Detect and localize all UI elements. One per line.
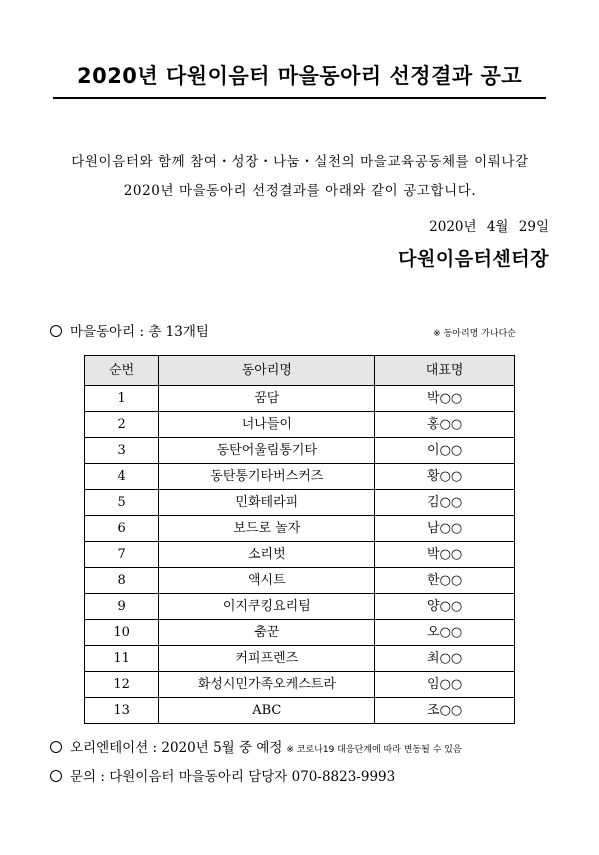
row-number: 12 (85, 672, 159, 698)
intro-paragraph (30, 148, 570, 206)
header-club-name: 동아리명 (159, 356, 375, 386)
row-number: 2 (85, 412, 159, 438)
row-representative: 김○○ (375, 490, 515, 516)
page-title: 2020년 다원이음터 마을동아리 선정결과 공고 (76, 64, 523, 88)
row-number: 9 (85, 594, 159, 620)
row-number: 10 (85, 620, 159, 646)
row-club-name: 동탄어울림통기타 (159, 438, 375, 464)
row-representative: 양○○ (375, 594, 515, 620)
row-number: 11 (85, 646, 159, 672)
row-representative: 임○○ (375, 672, 515, 698)
row-representative: 박○○ (375, 542, 515, 568)
table-row (85, 438, 515, 464)
row-club-name: 소리벗 (159, 542, 375, 568)
intro-line-1: 다원이음터와 함께 참여・성장・나눔・실천의 마을교육공동체를 이뤄나갈 (71, 154, 529, 170)
circle-bullet-icon (50, 741, 62, 753)
contact-line (50, 767, 395, 787)
title-underline (53, 97, 546, 99)
row-club-name: 보드로 놀자 (159, 516, 375, 542)
row-club-name: 너나들이 (159, 412, 375, 438)
row-representative: 박○○ (375, 386, 515, 412)
row-club-name: 이지쿠킹요리팀 (159, 594, 375, 620)
table-row (85, 386, 515, 412)
row-number: 13 (85, 698, 159, 724)
row-representative: 한○○ (375, 568, 515, 594)
table-row (85, 620, 515, 646)
table-row (85, 672, 515, 698)
row-representative: 조○○ (375, 698, 515, 724)
row-number: 1 (85, 386, 159, 412)
table-row (85, 568, 515, 594)
row-representative: 이○○ (375, 438, 515, 464)
row-number: 6 (85, 516, 159, 542)
table-row (85, 698, 515, 724)
row-club-name: 춤꾼 (159, 620, 375, 646)
row-club-name: 화성시민가족오케스트라 (159, 672, 375, 698)
table-row (85, 542, 515, 568)
orientation-note: ※ 코로나19 대응단계에 따라 변동될 수 있음 (286, 745, 462, 755)
row-representative: 홍○○ (375, 412, 515, 438)
row-number: 3 (85, 438, 159, 464)
orientation-line (50, 738, 462, 760)
clubs-table (84, 355, 515, 724)
table-row (85, 464, 515, 490)
table-row (85, 594, 515, 620)
header-representative: 대표명 (375, 356, 515, 386)
table-header-row (85, 356, 515, 386)
row-number: 8 (85, 568, 159, 594)
row-club-name: ABC (159, 698, 375, 724)
row-club-name: 커피프렌즈 (159, 646, 375, 672)
row-club-name: 동탄통기타버스커즈 (159, 464, 375, 490)
intro-line-2: 2020년 마을동아리 선정결과를 아래와 같이 공고합니다. (123, 183, 477, 199)
table-row (85, 490, 515, 516)
row-representative: 남○○ (375, 516, 515, 542)
row-representative: 황○○ (375, 464, 515, 490)
row-number: 4 (85, 464, 159, 490)
row-number: 7 (85, 542, 159, 568)
table-row (85, 412, 515, 438)
circle-bullet-icon (50, 770, 62, 782)
clubs-count-text: 마을동아리 : 총 13개팀 (70, 324, 209, 340)
contact-text: 문의 : 다원이음터 마을동아리 담당자 070-8823-9993 (70, 769, 396, 785)
sort-order-note: ※ 동아리명 가나다순 (433, 329, 516, 339)
row-club-name: 꿈담 (159, 386, 375, 412)
clubs-section-heading (50, 322, 209, 342)
row-representative: 최○○ (375, 646, 515, 672)
row-representative: 오○○ (375, 620, 515, 646)
issuing-organization: 다원이음터센터장 (398, 248, 549, 270)
header-number: 순번 (85, 356, 159, 386)
circle-bullet-icon (50, 325, 62, 337)
table-row (85, 646, 515, 672)
orientation-text: 오리엔테이션 : 2020년 5월 중 예정 (70, 740, 283, 756)
table-row (85, 516, 515, 542)
row-number: 5 (85, 490, 159, 516)
row-club-name: 민화테라피 (159, 490, 375, 516)
announcement-date: 2020년 4월 29일 (429, 219, 549, 235)
row-club-name: 액시트 (159, 568, 375, 594)
